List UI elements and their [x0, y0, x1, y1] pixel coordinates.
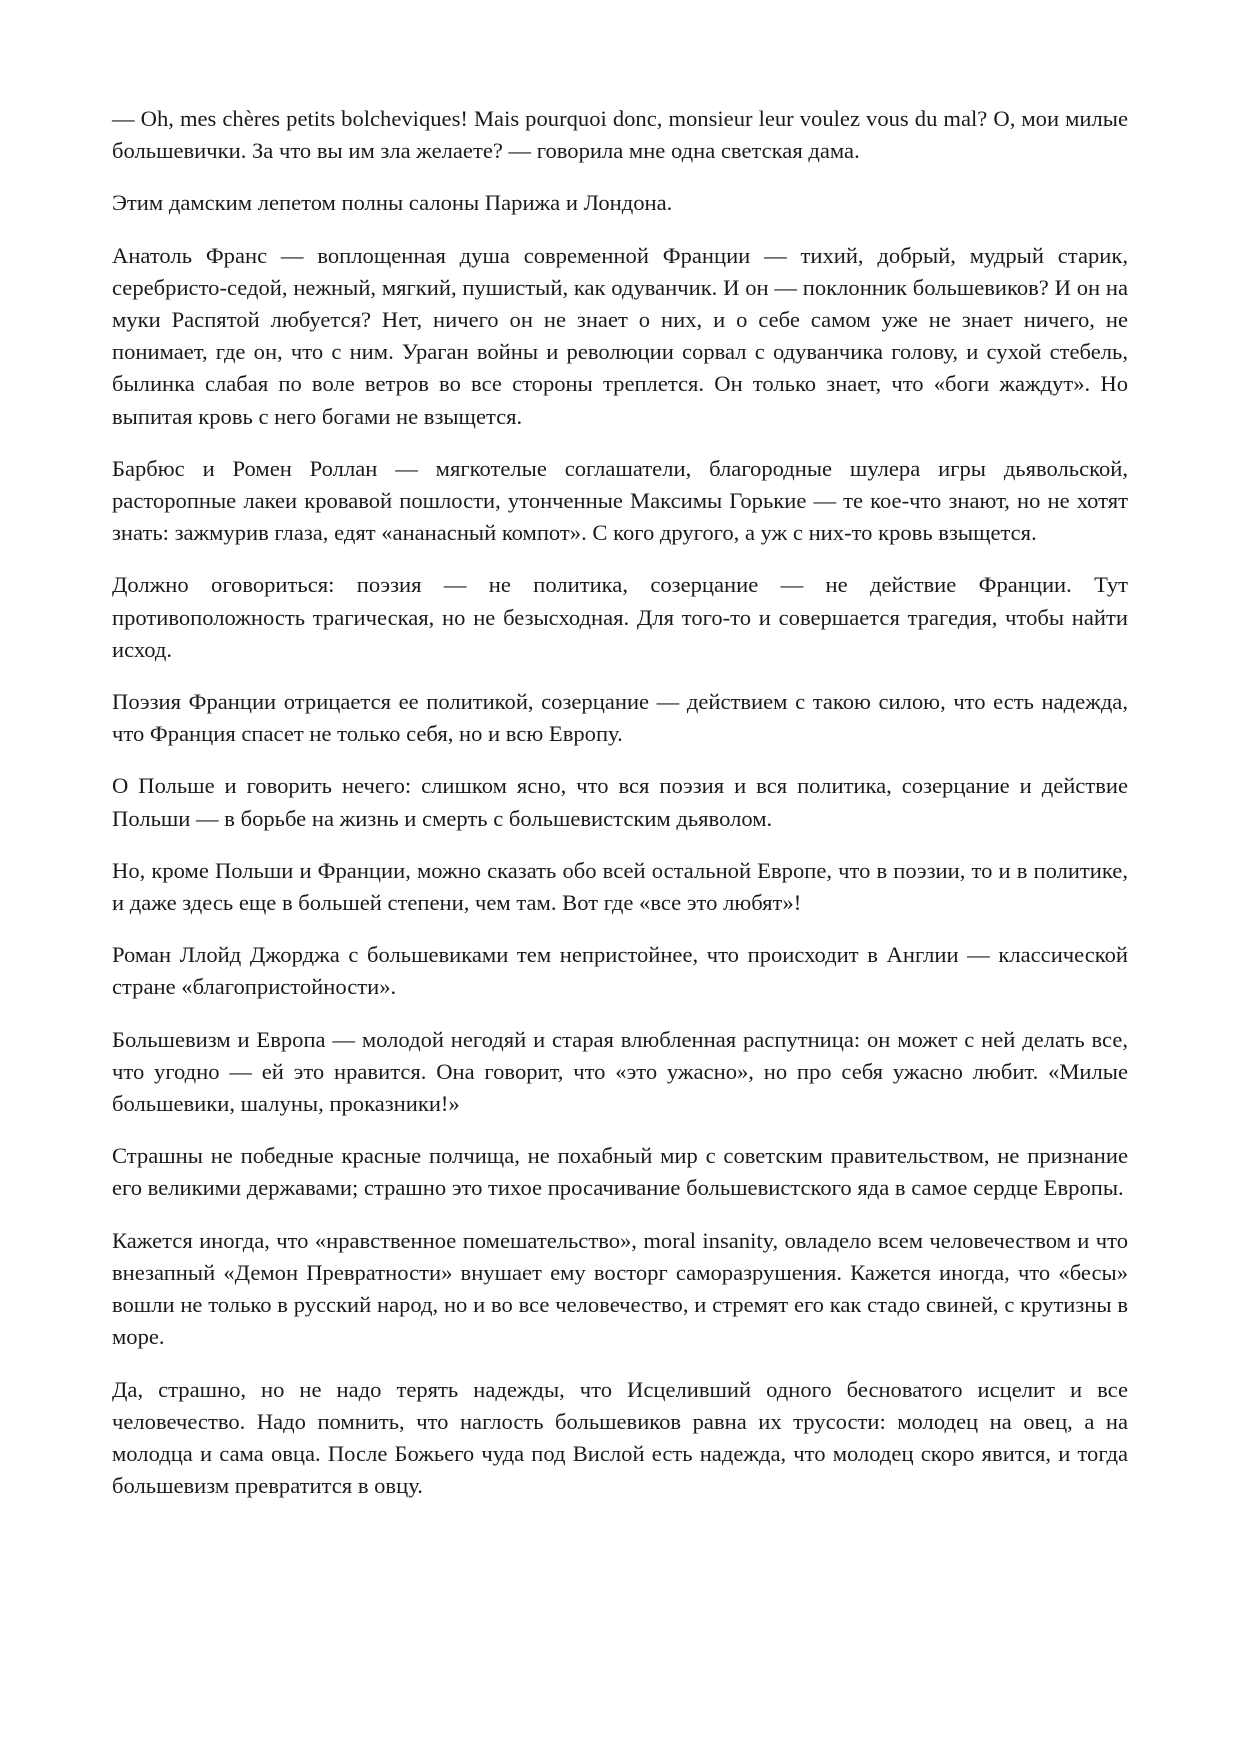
paragraph-11: Страшны не победные красные полчища, не похабный мир с советским правительством, не признание его великими державами; страшно это тихое просачивание большевистского яда в самое сердце Европы. [112, 1143, 1128, 1201]
paragraph-9: Роман Ллойд Джорджа с большевиками тем непристойнее, что происходит в Англии — классической стране «благопристойности». [112, 942, 1128, 1000]
paragraph-8: Но, кроме Польши и Франции, можно сказать обо всей остальной Европе, что в поэзии, то и в политике, и даже здесь еще в большей степени, чем там. Вот где «все это любят»! [112, 857, 1128, 916]
paragraph-5: Должно оговориться: поэзия — не политика, созерцание — не действие Франции. Тут противоположность трагическая, но не безысходная. Для того-то и совершается трагедия, чтобы найти исход. [112, 572, 1128, 662]
paragraph-3: Анатоль Франс — воплощенная душа современной Франции — тихий, добрый, мудрый старик, серебристо-седой, нежный, мягкий, пушистый, как одуванчик. И он — поклонник большевиков? И он на муки Распятой любуется? Нет, ничего он не знает о них, и о себе самом уже не знает ничего, не понимает, где он, что с ним. Ураган войны и революции сорвал с одуванчика голову, и сухой стебель, былинка слабая по воле ветров во все стороны треплется. Он только знает, что «боги жаждут». Но выпитая кровь с него богами не взыщется. [112, 242, 1128, 429]
paragraph-7: О Польше и говорить нечего: слишком ясно, что вся поэзия и вся политика, созерцание и действие Польши — в борьбе на жизнь и смерть с большевистским дьяволом. [112, 773, 1128, 831]
paragraph-13: Да, страшно, но не надо терять надежды, что Исцеливший одного бесноватого исцелит и все человечество. Надо помнить, что наглость большевиков равна их трусости: молодец на овец, а на молодца и сама овца. После Божьего чуда под Вислой есть надежда, что молодец скоро явится, и тогда большевизм превратится в овцу. [112, 1376, 1128, 1499]
paragraph-12: Кажется иногда, что «нравственное помешательство», moral insanity, овладело всем человечеством и что внезапный «Демон Превратности» внушает ему восторг саморазрушения. Кажется иногда, что «бесы» вошли не только в русский народ, но и во все человечество, и стремят его как стадо свиней, с крутизны в море. [112, 1227, 1128, 1350]
paragraph-6: Поэзия Франции отрицается ее политикой, созерцание — действием с такою силою, что есть надежда, что Франция спасет не только себя, но и всю Европу. [112, 689, 1128, 747]
paragraph-4: Барбюс и Ромен Роллан — мягкотелые соглашатели, благородные шулера игры дьявольской, расторопные лакеи кровавой пошлости, утонченные Максимы Горькие — те кое-что знают, но не хотят знать: зажмурив глаза, едят «ананасный компот». С кого другого, а уж с них-то кровь взыщется. [112, 455, 1128, 546]
text-body [112, 103, 1128, 1522]
paragraph-1: — Oh, mes chères petits bolcheviques! Mais pourquoi donc, monsieur leur voulez vous du mal? О, мои милые большевички. За что вы им зла желаете? — говорила мне одна светская дама. [112, 106, 1128, 164]
paragraph-2: Этим дамским лепетом полны салоны Парижа и Лондона. [112, 190, 673, 216]
paragraph-10: Большевизм и Европа — молодой негодяй и старая влюбленная распутница: он может с ней делать все, что угодно — ей это нравится. Она говорит, что «это ужасно», но про себя ужасно любит. «Милые большевики, шалуны, проказники!» [112, 1026, 1128, 1117]
